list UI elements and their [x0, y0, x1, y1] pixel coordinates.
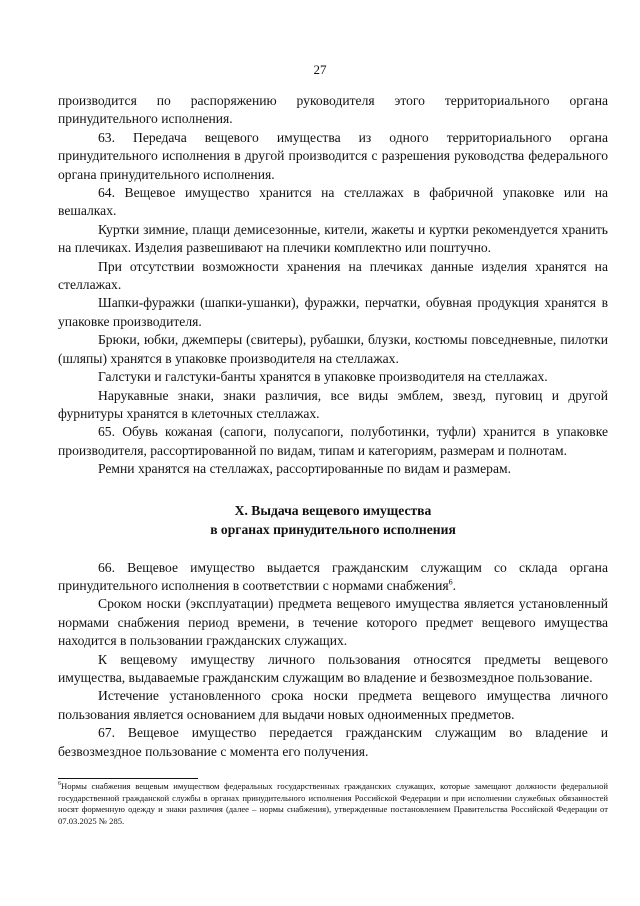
paragraph-belts: Ремни хранятся на стеллажах, рассортированные по видам и размерам.: [98, 461, 512, 477]
footnote-reference[interactable]: 6: [448, 577, 453, 587]
paragraph-ties: Галстуки и галстуки-банты хранятся в упаковке производителя на стеллажах.: [98, 369, 548, 385]
section-heading-line-1: X. Выдача вещевого имущества: [234, 502, 432, 518]
paragraph-65: 65. Обувь кожаная (сапоги, полусапоги, полуботинки, туфли) хранится в упаковке производителя, рассортированной по видам, типам и категориям, размерам и полнотам.: [58, 424, 608, 458]
paragraph-continuation: производится по распоряжению руководителя этого территориального органа принудительного исполнения.: [58, 93, 608, 127]
paragraph-64: 64. Вещевое имущество хранится на стеллажах в фабричной упаковке или на вешалках.: [58, 185, 608, 219]
paragraph-trousers: Брюки, юбки, джемперы (свитеры), рубашки, блузки, костюмы повседневные, пилотки (шляпы) хранятся в упаковке производителя на стеллажах.: [58, 332, 608, 366]
footnote-text: Нормы снабжения вещевым имуществом федеральных государственных гражданских служащих, которые замещают должности федеральной государственной гражданской службы в органах принудительного исполнения Российской Федерации и при исполнении служебных обязанностей носят форменную одежду и знаки различия (далее – нормы снабжения), утвержденные постановлением Правительства Российской Федерации от 07.03.2025 № 285.: [58, 781, 608, 826]
paragraph-67: 67. Вещевое имущество передается гражданским служащим во владение и безвозмездное пользование с момента его получения.: [58, 725, 608, 759]
paragraph-badges: Нарукавные знаки, знаки различия, все виды эмблем, звезд, пуговиц и другой фурнитуры хранятся в клеточных стеллажах.: [58, 387, 608, 421]
footnote-divider: [58, 778, 198, 779]
paragraph-personal-use: К вещевому имуществу личного пользования относятся предметы вещевого имущества, выдаваемые гражданским служащим во владение и безвозмездное пользование.: [58, 651, 608, 685]
paragraph-66-text: 66. Вещевое имущество выдается гражданским служащим со склада органа принудительного исполнения в соответствии с нормами снабжения: [58, 559, 608, 593]
paragraph-wear-period: Сроком носки (эксплуатации) предмета вещевого имущества является установленный нормами снабжения период времени, в течение которого предмет вещевого имущества находится в пользовании гражданских служащих.: [58, 596, 608, 649]
footnote-marker: 6: [58, 781, 61, 788]
paragraph-jackets: Куртки зимние, плащи демисезонные, кители, жакеты и куртки рекомендуется хранить на плечиках. Изделия развешивают на плечики комплектно или поштучно.: [58, 221, 608, 256]
paragraph-66: [58, 559, 608, 596]
section-heading: [58, 501, 608, 539]
page-number: 27: [313, 62, 327, 77]
footnote: [58, 781, 608, 827]
section-heading-line-2: в органах принудительного исполнения: [210, 521, 456, 537]
paragraph-expiry: Истечение установленного срока носки предмета вещевого имущества личного пользования является основанием для выдачи новых одноименных предметов.: [58, 688, 608, 722]
paragraph-63: 63. Передача вещевого имущества из одного территориального органа принудительного исполнения в другой производится с разрешения руководства федерального органа принудительного исполнения.: [58, 129, 608, 182]
document-body: [58, 92, 608, 761]
paragraph-66-end: .: [452, 577, 457, 593]
paragraph-hats: Шапки-фуражки (шапки-ушанки), фуражки, перчатки, обувная продукция хранятся в упаковке производителя.: [58, 295, 608, 329]
paragraph-no-hangers: При отсутствии возможности хранения на плечиках данные изделия хранятся на стеллажах.: [58, 258, 608, 293]
